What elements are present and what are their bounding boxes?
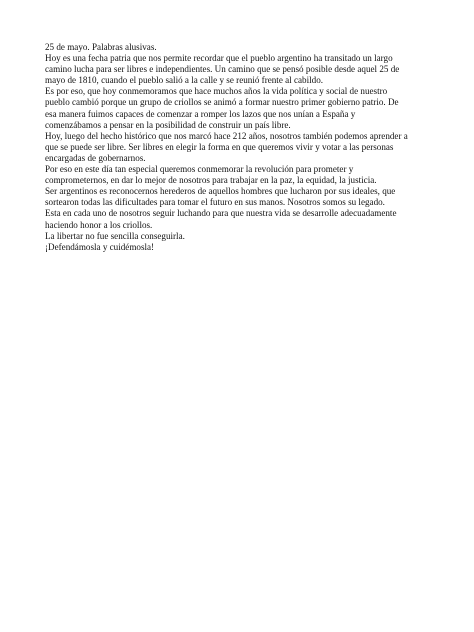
paragraph-line: La libertar no fue sencilla conseguirla. bbox=[45, 230, 185, 241]
paragraph-line: pueblo cambió porque un grupo de criollos se animó a formar nuestro primer gobierno patrio. De bbox=[45, 97, 399, 108]
paragraph-line: sortearon todas las dificultades para tomar el futuro en sus manos. Nosotros somos su legado. bbox=[45, 197, 385, 208]
paragraph-line: que se puede ser libre. Ser libres en elegir la forma en que queremos vivir y votar a las personas bbox=[45, 141, 394, 152]
paragraph-line: comprometernos, en dar lo mejor de nosotros para trabajar en la paz, la equidad, la justicia. bbox=[45, 175, 377, 186]
paragraph-line: Es por eso, que hoy conmemoramos que hace muchos años la vida política y social de nuestro bbox=[45, 86, 388, 97]
paragraph-line: haciendo honor a los criollos. bbox=[45, 219, 153, 230]
paragraph-line: Hoy, luego del hecho histórico que nos marcó hace 212 años, nosotros también podemos aprender a bbox=[45, 130, 408, 141]
paragraph-line: mayo de 1810, cuando el pueblo salió a la calle y se reunió frente al cabildo. bbox=[45, 75, 324, 86]
paragraph-line: encargadas de gobernarnos. bbox=[45, 152, 146, 163]
paragraph-line: Esta en cada uno de nosotros seguir luchando para que nuestra vida se desarrolle adecuadamente bbox=[45, 208, 397, 219]
paragraph-line: comenzábamos a pensar en la posibilidad de construir un país libre. bbox=[45, 119, 291, 130]
closing-line: ¡Defendámosla y cuidémosla! bbox=[45, 241, 155, 252]
paragraph-line: camino lucha para ser libres e independientes. Un camino que se pensó posible desde aquel 25 de bbox=[45, 64, 400, 75]
paragraph-line: Hoy es una fecha patria que nos permite recordar que el pueblo argentino ha transitado un largo bbox=[45, 53, 393, 64]
paragraph-line: esa manera fuimos capaces de comenzar a romper los lazos que nos unían a España y bbox=[45, 108, 356, 119]
paragraph-line: Por eso en este día tan especial queremos conmemorar la revolución para prometer y bbox=[45, 164, 354, 175]
title-line: 25 de mayo. Palabras alusivas. bbox=[45, 42, 157, 52]
paragraph-line: Ser argentinos es reconocernos herederos de aquellos hombres que lucharon por sus ideales, que bbox=[45, 186, 396, 197]
document-text bbox=[45, 42, 445, 253]
